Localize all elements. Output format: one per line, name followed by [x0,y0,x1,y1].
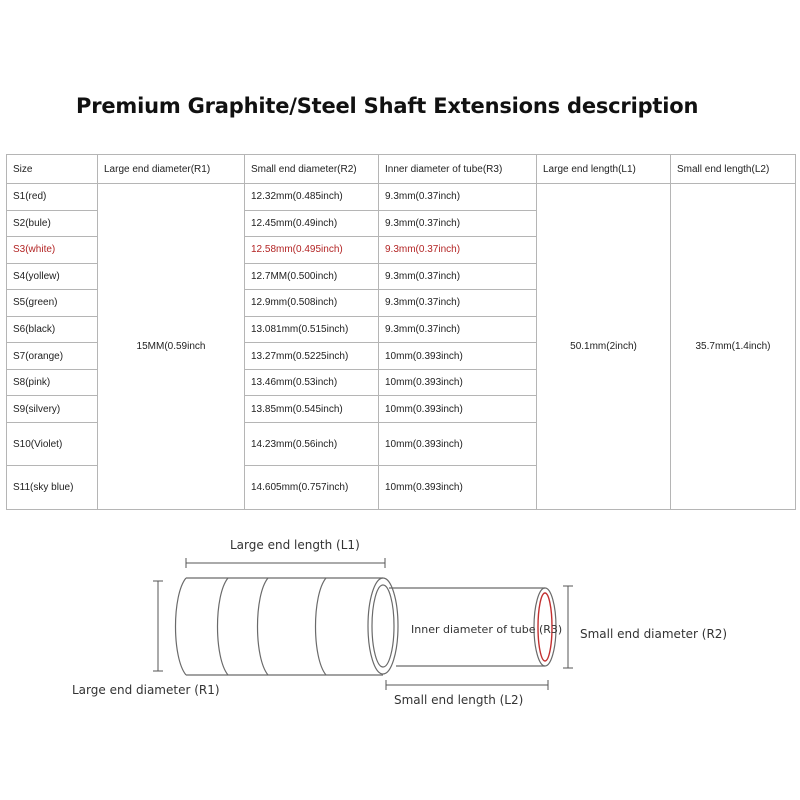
header-size: Size [7,155,98,184]
inner-diameter-cell: 9.3mm(0.37inch) [379,210,537,237]
inner-diameter-cell: 9.3mm(0.37inch) [379,290,537,317]
label-small-end-length: Small end length (L2) [394,693,524,707]
inner-diameter-cell: 9.3mm(0.37inch) [379,237,537,264]
small-end-diameter-cell: 13.27mm(0.5225inch) [245,343,379,370]
large-end-diameter-cell: 15MM(0.59inch [98,184,245,510]
shaft-extension-diagram [0,520,800,800]
inner-diameter-cell: 9.3mm(0.37inch) [379,184,537,211]
size-cell: S4(yollew) [7,263,98,290]
size-cell: S11(sky blue) [7,466,98,510]
size-cell: S5(green) [7,290,98,317]
inner-diameter-cell: 10mm(0.393inch) [379,369,537,396]
inner-diameter-cell: 9.3mm(0.37inch) [379,316,537,343]
small-end-length-cell: 35.7mm(1.4inch) [671,184,796,510]
small-end-diameter-cell: 12.45mm(0.49inch) [245,210,379,237]
small-end-diameter-cell: 12.7MM(0.500inch) [245,263,379,290]
inner-diameter-cell: 9.3mm(0.37inch) [379,263,537,290]
small-end-diameter-cell: 13.46mm(0.53inch) [245,369,379,396]
header-large-end-diameter: Large end diameter(R1) [98,155,245,184]
header-small-end-diameter: Small end diameter(R2) [245,155,379,184]
size-cell: S10(Violet) [7,422,98,466]
header-small-end-length: Small end length(L2) [671,155,796,184]
small-end-diameter-cell: 12.58mm(0.495inch) [245,237,379,264]
inner-diameter-cell: 10mm(0.393inch) [379,343,537,370]
size-cell: S6(black) [7,316,98,343]
inner-diameter-cell: 10mm(0.393inch) [379,396,537,423]
l2-dimension-line [386,680,548,690]
r1-dimension-line [153,581,163,671]
inner-diameter-cell: 10mm(0.393inch) [379,466,537,510]
size-cell: S2(bule) [7,210,98,237]
size-cell: S3(white) [7,237,98,264]
l1-dimension-line [186,558,385,568]
label-inner-diameter: Inner diameter of tube (R3) [411,623,563,636]
r2-dimension-line [563,586,573,668]
small-end-diameter-cell: 13.85mm(0.545inch) [245,396,379,423]
large-end-length-cell: 50.1mm(2inch) [537,184,671,510]
size-cell: S9(silvery) [7,396,98,423]
inner-diameter-cell: 10mm(0.393inch) [379,422,537,466]
page-title: Premium Graphite/Steel Shaft Extensions description [76,94,699,118]
size-cell: S8(pink) [7,369,98,396]
header-inner-diameter: Inner diameter of tube(R3) [379,155,537,184]
small-end-diameter-cell: 12.32mm(0.485inch) [245,184,379,211]
small-end-diameter-cell: 14.23mm(0.56inch) [245,422,379,466]
header-large-end-length: Large end length(L1) [537,155,671,184]
small-end-diameter-cell: 13.081mm(0.515inch) [245,316,379,343]
small-end-diameter-cell: 12.9mm(0.508inch) [245,290,379,317]
small-end-diameter-cell: 14.605mm(0.757inch) [245,466,379,510]
label-large-end-length: Large end length (L1) [230,538,360,552]
size-cell: S1(red) [7,184,98,211]
table-header-row [7,155,796,184]
spec-table [6,154,796,510]
label-small-end-diameter: Small end diameter (R2) [580,627,728,641]
size-cell: S7(orange) [7,343,98,370]
large-tube [176,578,399,675]
label-large-end-diameter: Large end diameter (R1) [72,683,220,697]
table-row [7,184,796,211]
